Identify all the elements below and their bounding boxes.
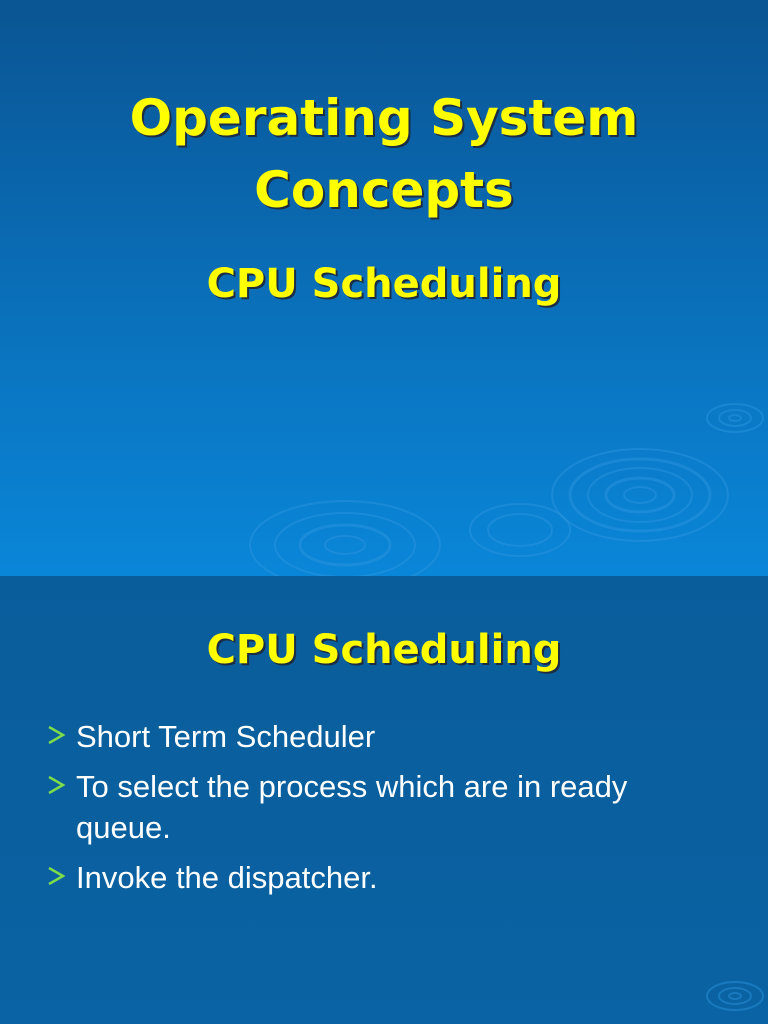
bullet-text: Invoke the dispatcher. bbox=[76, 860, 378, 895]
list-item bbox=[46, 766, 726, 848]
content-slide bbox=[0, 576, 768, 1024]
bullet-text: To select the process which are in ready queue. bbox=[76, 769, 628, 845]
list-item bbox=[46, 716, 726, 757]
arrow-bullet-icon bbox=[46, 725, 66, 745]
bullet-text: Short Term Scheduler bbox=[76, 719, 376, 754]
title-line-1: Operating System bbox=[129, 89, 639, 147]
arrow-bullet-icon bbox=[46, 866, 66, 886]
arrow-bullet-icon bbox=[46, 775, 66, 795]
slide-title: CPU Scheduling bbox=[206, 627, 562, 673]
presentation-subtitle: CPU Scheduling bbox=[206, 261, 562, 307]
bullet-list bbox=[46, 716, 726, 907]
presentation-title bbox=[0, 82, 768, 226]
list-item bbox=[46, 857, 726, 898]
title-line-2: Concepts bbox=[254, 161, 514, 219]
